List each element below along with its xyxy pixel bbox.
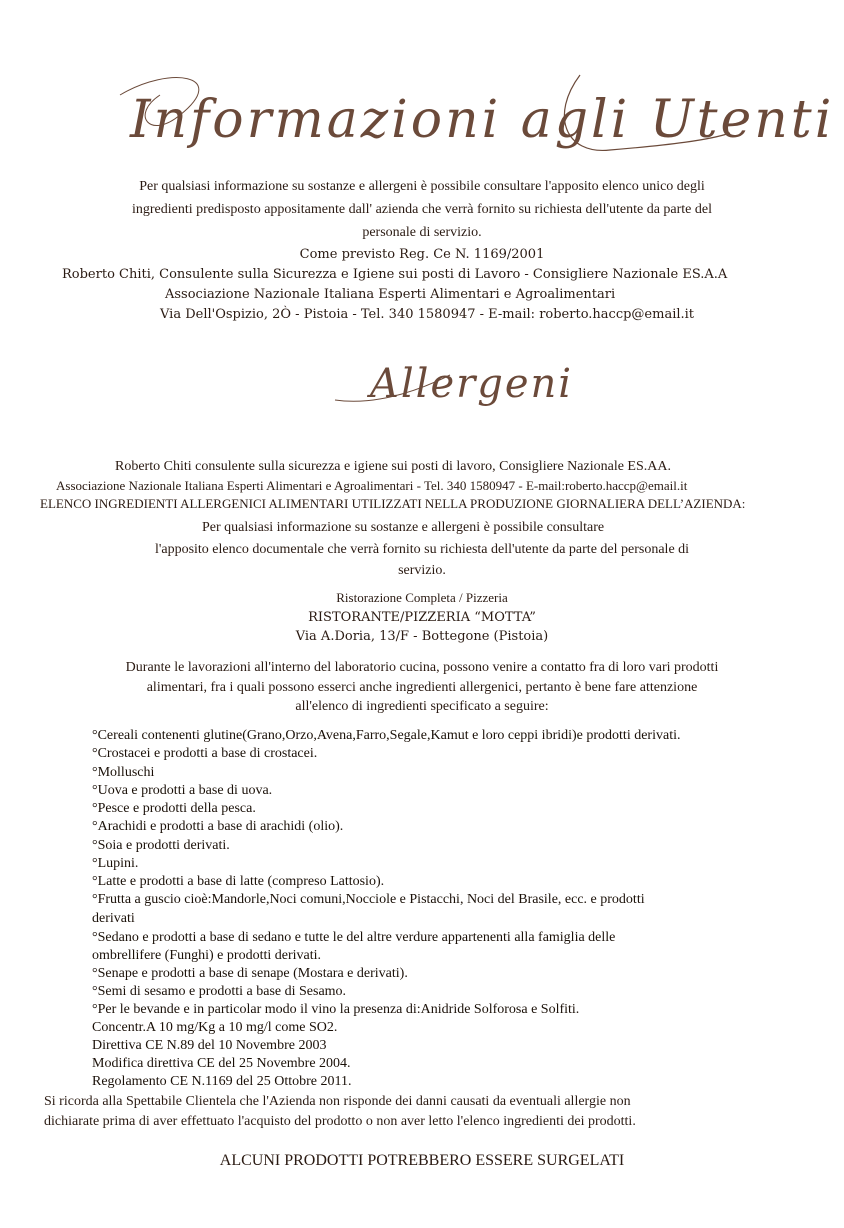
description-line-2: alimentari, fra i quali possono esserci anche ingredienti allergenici, pertanto è bene fare attenzione: [146, 680, 698, 695]
allergen-item: °Latte e prodotti a base di latte (compreso Lattosio).: [92, 874, 385, 889]
allergen-item: °Lupini.: [92, 856, 139, 871]
header-consultant: Roberto Chiti, Consulente sulla Sicurezza e Igiene sui posti di Lavoro - Consigliere Nazionale ES.A.A: [62, 267, 728, 282]
notice-line-1: Si ricorda alla Spettabile Clientela che l'Azienda non risponde dei danni causati da eventuali allergie non: [44, 1094, 631, 1109]
allergen-item: °Frutta a guscio cioè:Mandorle,Noci comuni,Nocciole e Pistacchi, Noci del Brasile, ecc. e prodotti: [92, 892, 645, 907]
allergen-item: Modifica direttiva CE del 25 Novembre 2004.: [92, 1056, 351, 1071]
allergen-item: °Semi di sesamo e prodotti a base di Sesamo.: [92, 984, 347, 999]
allergen-item: °Arachidi e prodotti a base di arachidi (olio).: [92, 819, 344, 834]
allergeni-p2: l'apposito elenco documentale che verrà fornito su richiesta dell'utente da parte del personale di: [154, 542, 690, 557]
informazioni-title-text: Informazioni agli Utenti: [130, 90, 835, 150]
description-line-1: Durante le lavorazioni all'interno del laboratorio cucina, possono venire a contatto fra di loro vari prodotti: [125, 660, 719, 675]
allergen-item: Regolamento CE N.1169 del 25 Ottobre 2011.: [92, 1074, 352, 1089]
header-p1: Per qualsiasi informazione su sostanze e allergeni è possibile consultare l'apposito elenco unico degli: [139, 179, 705, 194]
allergen-item: °Sedano e prodotti a base di sedano e tutte le del altre verdure appartenenti alla famiglia delle: [92, 930, 616, 945]
header-p3: personale di servizio.: [362, 225, 482, 240]
allergeni-title-text: Allergeni: [370, 361, 574, 407]
allergen-item: Concentr.A 10 mg/Kg a 10 mg/l come SO2.: [92, 1020, 338, 1035]
header-association: Associazione Nazionale Italiana Esperti Alimentari e Agroalimentari: [165, 287, 616, 302]
restaurant-address: Via A.Doria, 13/F - Bottegone (Pistoia): [295, 629, 549, 644]
allergeni-consultant: Roberto Chiti consulente sulla sicurezza e igiene sui posti di lavoro, Consigliere Nazionale ES.AA.: [115, 459, 671, 474]
allergen-item: °Uova e prodotti a base di uova.: [92, 783, 273, 798]
frozen-products-notice: ALCUNI PRODOTTI POTREBBERO ESSERE SURGELATI: [219, 1152, 625, 1169]
description-line-3: all'elenco di ingredienti specificato a seguire:: [295, 699, 549, 714]
header-address: Via Dell'Ospizio, 2Ò - Pistoia - Tel. 340 1580947 - E-mail: roberto.haccp@email.it: [160, 307, 695, 322]
allergen-item: derivati: [92, 911, 135, 926]
allergen-item: °Cereali contenenti glutine(Grano,Orzo,Avena,Farro,Segale,Kamut e loro ceppi ibridi)e prodotti derivati.: [92, 728, 681, 743]
allergeni-title: [330, 345, 610, 425]
notice-line-2: dichiarate prima di aver effettuato l'acquisto del prodotto o non aver letto l'elenco ingredienti dei prodotti.: [44, 1114, 636, 1129]
header-reg: Come previsto Reg. Ce N. 1169/2001: [299, 247, 545, 262]
informazioni-title: [110, 55, 835, 170]
allergen-item: °Senape e prodotti a base di senape (Mostara e derivati).: [92, 966, 408, 981]
allergen-item: °Per le bevande e in particolar modo il vino la presenza di:Anidride Solforosa e Solfiti.: [92, 1002, 580, 1017]
restaurant-type: Ristorazione Completa / Pizzeria: [336, 590, 508, 605]
allergen-item: Direttiva CE N.89 del 10 Novembre 2003: [92, 1038, 327, 1053]
allergen-item: °Soia e prodotti derivati.: [92, 838, 230, 853]
allergen-item: °Crostacei e prodotti a base di crostacei.: [92, 746, 318, 761]
allergeni-list-heading: ELENCO INGREDIENTI ALLERGENICI ALIMENTARI UTILIZZATI NELLA PRODUZIONE GIORNALIERA DELL’AZIENDA:: [40, 496, 746, 511]
allergen-item: °Molluschi: [92, 765, 155, 780]
allergeni-p3: servizio.: [398, 563, 446, 578]
allergen-item: ombrellifere (Funghi) e prodotti derivati.: [92, 948, 321, 963]
allergeni-association: Associazione Nazionale Italiana Esperti Alimentari e Agroalimentari - Tel. 340 1580947 - E-mail:roberto.haccp@email.it: [56, 478, 688, 493]
header-p2: ingredienti predisposto appositamente dall' azienda che verrà fornito su richiesta dell'utente da parte del: [132, 202, 712, 217]
allergeni-p1: Per qualsiasi informazione su sostanze e allergeni è possibile consultare: [202, 520, 605, 535]
allergen-item: °Pesce e prodotti della pesca.: [92, 801, 256, 816]
restaurant-name: RISTORANTE/PIZZERIA “MOTTA”: [308, 610, 536, 625]
